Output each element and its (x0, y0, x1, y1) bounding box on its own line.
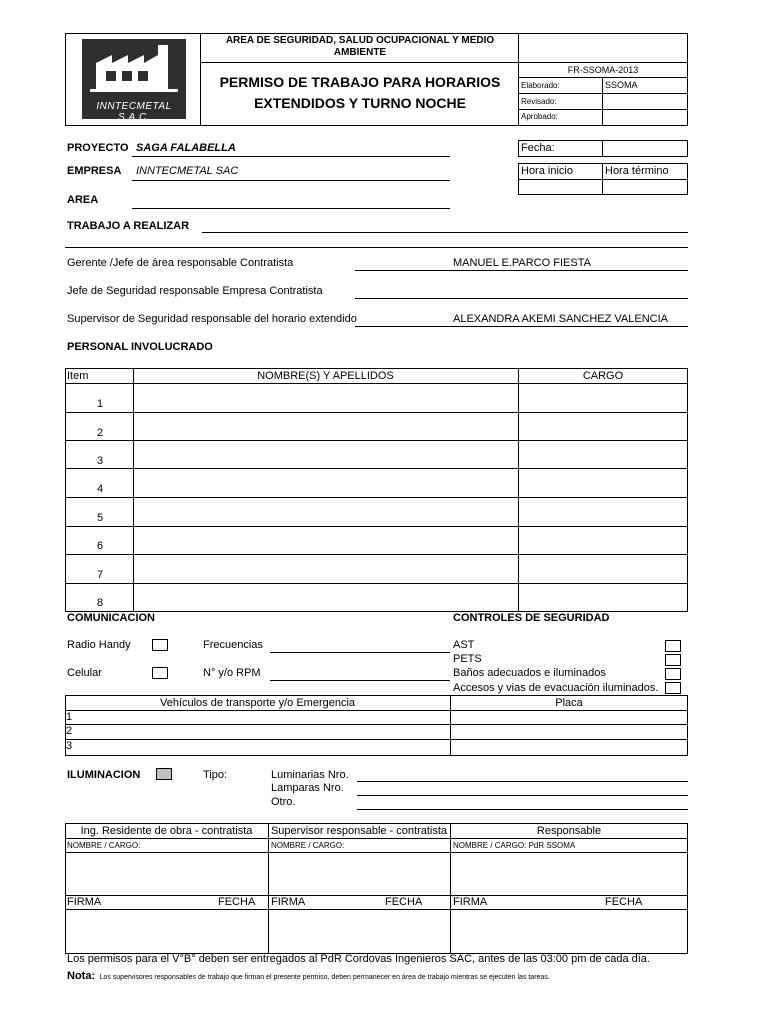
supervisor-label: Supervisor de Seguridad responsable del horario extendido (67, 313, 357, 325)
trabajo-label: TRABAJO A REALIZAR (67, 220, 190, 232)
radio-checkbox[interactable] (152, 639, 168, 651)
row-num: 1 (96, 398, 104, 410)
comunicacion-title: COMUNICACION (67, 612, 155, 624)
footer-nota (67, 966, 550, 984)
firma-col2: Supervisor responsable - contratista (270, 825, 448, 837)
controles-title: CONTROLES DE SEGURIDAD (453, 612, 610, 624)
iluminacion-checkbox[interactable] (156, 768, 172, 780)
jefe-seg-field[interactable] (355, 298, 688, 299)
area-label: AREA (67, 194, 99, 206)
otro-field[interactable] (357, 809, 688, 810)
fecha-label-3: FECHA (605, 896, 643, 908)
control-checkbox[interactable] (665, 654, 681, 666)
company-logo (82, 39, 186, 123)
vehiculo-row: 1 (66, 711, 73, 723)
nota-label: Nota: (67, 970, 96, 982)
nombre-cargo-1: NOMBRE / CARGO: (67, 841, 141, 850)
col-vehiculo: Vehículos de transporte y/o Emergencia (159, 697, 356, 709)
firma-label-1: FIRMA (67, 896, 102, 908)
vehiculo-row: 2 (66, 725, 73, 737)
jefe-seg-label: Jefe de Seguridad responsable Empresa Contratista (67, 285, 323, 297)
supervisor-value[interactable]: ALEXANDRA AKEMI SANCHEZ VALENCIA (453, 313, 668, 325)
trabajo-field[interactable] (202, 232, 688, 233)
row-num: 2 (96, 427, 104, 439)
gerente-label: Gerente /Jefe de área responsable Contratista (67, 257, 294, 269)
revisado-label: Revisado: (521, 97, 557, 106)
doc-title-line2: EXTENDIDOS Y TURNO NOCHE (254, 95, 466, 111)
hora-inicio-label: Hora inicio (521, 165, 573, 177)
control-checkbox[interactable] (665, 640, 681, 652)
control-item: PETS (453, 653, 482, 665)
lamparas-label: Lamparas Nro. (271, 782, 344, 794)
control-item: Baños adecuados e iluminados (453, 667, 606, 679)
row-num: 4 (96, 483, 104, 495)
col-nombre: NOMBRE(S) Y APELLIDOS (257, 370, 394, 382)
row-num: 5 (96, 512, 104, 524)
rpm-field[interactable] (270, 680, 450, 681)
fecha-label: Fecha: (521, 142, 555, 154)
elaborado-value: SSOMA (605, 80, 638, 90)
aprobado-label: Aprobado: (521, 112, 558, 121)
gerente-value[interactable]: MANUEL E.PARCO FIESTA (453, 257, 591, 269)
iluminacion-title: ILUMINACION (67, 769, 141, 781)
lamparas-field[interactable] (357, 795, 688, 796)
rpm-label: N° y/o RPM (203, 667, 261, 679)
footer-note: Los permisos para el V°B° deben ser entregados al PdR Cordovas Ingenieros SAC, antes de las 03:00 pm de cada día. (67, 953, 650, 965)
luminarias-label: Luminarias Nro. (271, 769, 349, 781)
control-item: Accesos y vias de evacuación iluminados. (453, 682, 659, 694)
control-checkbox[interactable] (665, 668, 681, 680)
nota-text: Los supervisores responsables de trabajo que firman el presente permiso, deben permanecer en área de trabajo mientras se ejecuten las tareas. (99, 974, 550, 981)
firma-col1: Ing. Residente de obra - contratista (80, 825, 253, 837)
radio-label: Radio Handy (67, 639, 131, 651)
nombre-cargo-3: NOMBRE / CARGO: PdR SSOMA (453, 841, 576, 850)
factory-icon (82, 39, 186, 101)
proyecto-label: PROYECTO (67, 142, 129, 154)
col-cargo: CARGO (582, 370, 624, 382)
control-item: AST (453, 639, 475, 651)
frecuencias-label: Frecuencias (203, 639, 263, 651)
nombre-cargo-2: NOMBRE / CARGO: (271, 841, 345, 850)
firma-label-3: FIRMA (453, 896, 488, 908)
personal-table (65, 368, 688, 612)
col-placa: Placa (555, 697, 583, 709)
logo-text: INNTECMETAL S.A.C. (96, 101, 172, 123)
personal-title: PERSONAL INVOLUCRADO (67, 341, 213, 353)
fecha-label-2: FECHA (385, 896, 423, 908)
empresa-value[interactable]: INNTECMETAL SAC (136, 165, 239, 177)
row-num: 3 (96, 455, 104, 467)
area-field[interactable] (132, 208, 450, 209)
doc-code: FR-SSOMA-2013 (567, 65, 639, 75)
celular-label: Celular (67, 667, 102, 679)
doc-title-line1: PERMISO DE TRABAJO PARA HORARIOS (219, 74, 501, 90)
luminarias-field[interactable] (357, 781, 688, 782)
tipo-label: Tipo: (203, 769, 228, 781)
celular-checkbox[interactable] (152, 667, 168, 679)
row-num: 6 (96, 540, 104, 552)
control-checkbox[interactable] (665, 682, 681, 694)
otro-label: Otro. (271, 796, 296, 808)
firma-col3: Responsable (536, 825, 602, 837)
proyecto-value[interactable]: SAGA FALABELLA (136, 142, 236, 154)
row-num: 8 (96, 597, 104, 609)
firmas-table (65, 823, 688, 954)
row-num: 7 (96, 569, 104, 581)
col-item: Item (67, 370, 89, 382)
empresa-label: EMPRESA (67, 165, 122, 177)
elaborado-label: Elaborado: (521, 81, 560, 90)
fecha-label-1: FECHA (218, 896, 256, 908)
vehiculo-row: 3 (66, 740, 73, 752)
firma-label-2: FIRMA (271, 896, 306, 908)
hora-termino-label: Hora término (605, 165, 669, 177)
area-title: AREA DE SEGURIDAD, SALUD OCUPACIONAL Y MEDIO AMBIENTE (225, 35, 495, 58)
frecuencias-field[interactable] (270, 652, 450, 653)
